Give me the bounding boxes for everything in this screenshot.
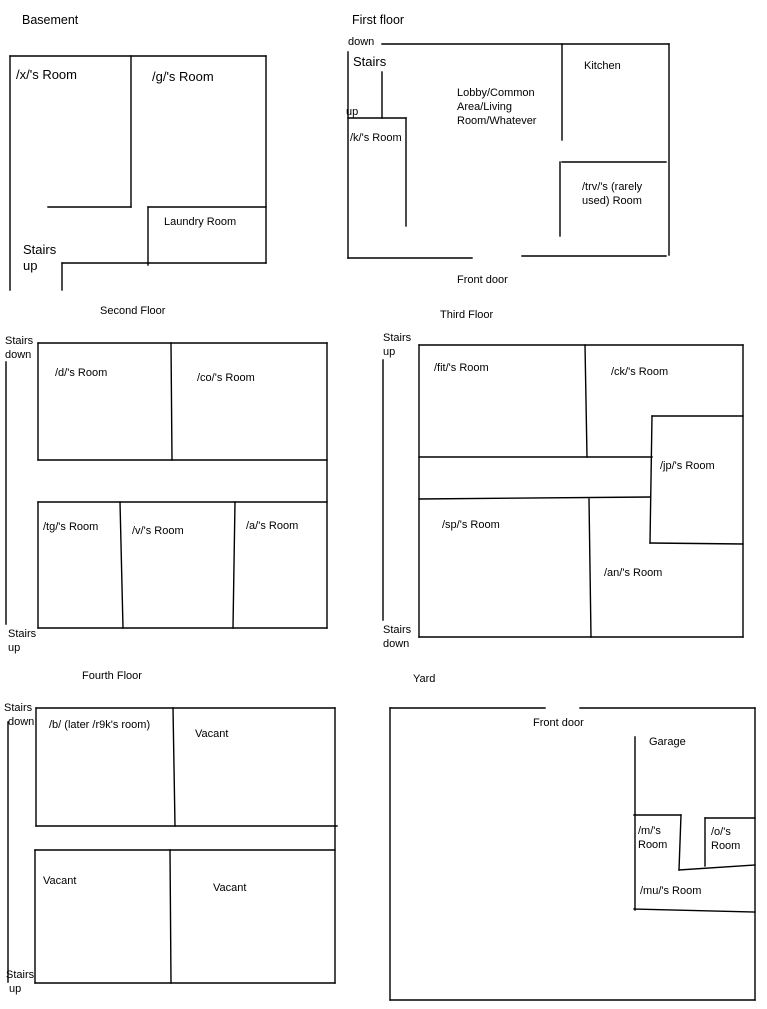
yard-title: Yard <box>413 673 436 685</box>
jp-room-label: /jp/'s Room <box>660 460 715 472</box>
lobby-label-line2: Area/Living <box>457 101 513 113</box>
lobby-label-line3: Room/Whatever <box>457 115 537 127</box>
second-floor-stairs-up-label: Stairs <box>8 628 37 640</box>
second-floor-stairs-down-label-2: down <box>5 349 32 361</box>
second-floor-plan <box>5 305 327 654</box>
first-floor-stairs-label: Stairs <box>353 54 387 69</box>
fourth-floor-stairs-down-label: Stairs <box>4 702 33 714</box>
first-floor-plan <box>346 13 669 286</box>
third-floor-title: Third Floor <box>440 309 494 321</box>
fourth-floor-plan <box>4 670 337 995</box>
third-floor-plan <box>383 309 743 650</box>
lobby-label-line1: Lobby/Common <box>457 87 535 99</box>
yard-front-door-label: Front door <box>533 717 584 729</box>
o-room-label-line2: Room <box>711 840 741 852</box>
second-floor-title: Second Floor <box>100 305 166 317</box>
o-room-label-line1: /o/'s <box>711 826 731 838</box>
third-floor-stairs-down-label-2: down <box>383 638 410 650</box>
basement-plan <box>10 13 266 290</box>
m-room-label-line1: /m/'s <box>638 825 661 837</box>
fourth-floor-stairs-up-label: Stairs <box>6 969 35 981</box>
co-room-label: /co/'s Room <box>197 372 255 384</box>
tg-room-label: /tg/'s Room <box>43 521 99 533</box>
fourth-floor-title: Fourth Floor <box>82 670 142 682</box>
second-floor-stairs-up-label-2: up <box>8 642 21 654</box>
kitchen-label: Kitchen <box>584 60 621 72</box>
trv-room-label-line2: used) Room <box>582 195 642 207</box>
basement-stairs-up-label: up <box>23 258 38 273</box>
mu-room-label: /mu/'s Room <box>640 885 702 897</box>
fourth-floor-stairs-up-label-2: up <box>9 983 22 995</box>
laundry-room-label: Laundry Room <box>164 216 237 228</box>
fourth-floor-stairs-down-label-2: down <box>8 716 35 728</box>
second-floor-stairs-down-label: Stairs <box>5 335 34 347</box>
basement-stairs-label: Stairs <box>23 242 57 257</box>
garage-label: Garage <box>649 736 686 748</box>
third-floor-walls <box>383 345 743 637</box>
v-room-label: /v/'s Room <box>132 525 184 537</box>
ck-room-label: /ck/'s Room <box>611 366 669 378</box>
trv-room-label-line1: /trv/'s (rarely <box>582 181 643 193</box>
vacant-room-label-3: Vacant <box>213 882 247 894</box>
second-floor-walls <box>6 343 327 628</box>
yard-plan <box>390 673 755 1000</box>
third-floor-stairs-up-label: Stairs <box>383 332 412 344</box>
d-room-label: /d/'s Room <box>55 367 108 379</box>
k-room-label: /k/'s Room <box>350 132 402 144</box>
b-room-label: /b/ (later /r9k's room) <box>49 719 151 731</box>
first-floor-front-door-label: Front door <box>457 274 508 286</box>
stairs-down-label: down <box>348 36 375 48</box>
x-room-label: /x/'s Room <box>16 67 77 82</box>
vacant-room-label-2: Vacant <box>43 875 77 887</box>
stairs-up-label: up <box>346 106 359 118</box>
first-floor-title: First floor <box>352 13 405 27</box>
g-room-label: /g/'s Room <box>152 69 214 84</box>
an-room-label: /an/'s Room <box>604 567 663 579</box>
a-room-label: /a/'s Room <box>246 520 299 532</box>
vacant-room-label-1: Vacant <box>195 728 229 740</box>
fourth-floor-walls <box>8 708 337 983</box>
third-floor-stairs-up-label-2: up <box>383 346 396 358</box>
yard-walls <box>390 708 755 1000</box>
third-floor-stairs-down-label: Stairs <box>383 624 412 636</box>
basement-title: Basement <box>22 13 79 27</box>
first-floor-walls <box>348 44 669 258</box>
m-room-label-line2: Room <box>638 839 668 851</box>
sp-room-label: /sp/'s Room <box>442 519 500 531</box>
fit-room-label: /fit/'s Room <box>434 362 489 374</box>
